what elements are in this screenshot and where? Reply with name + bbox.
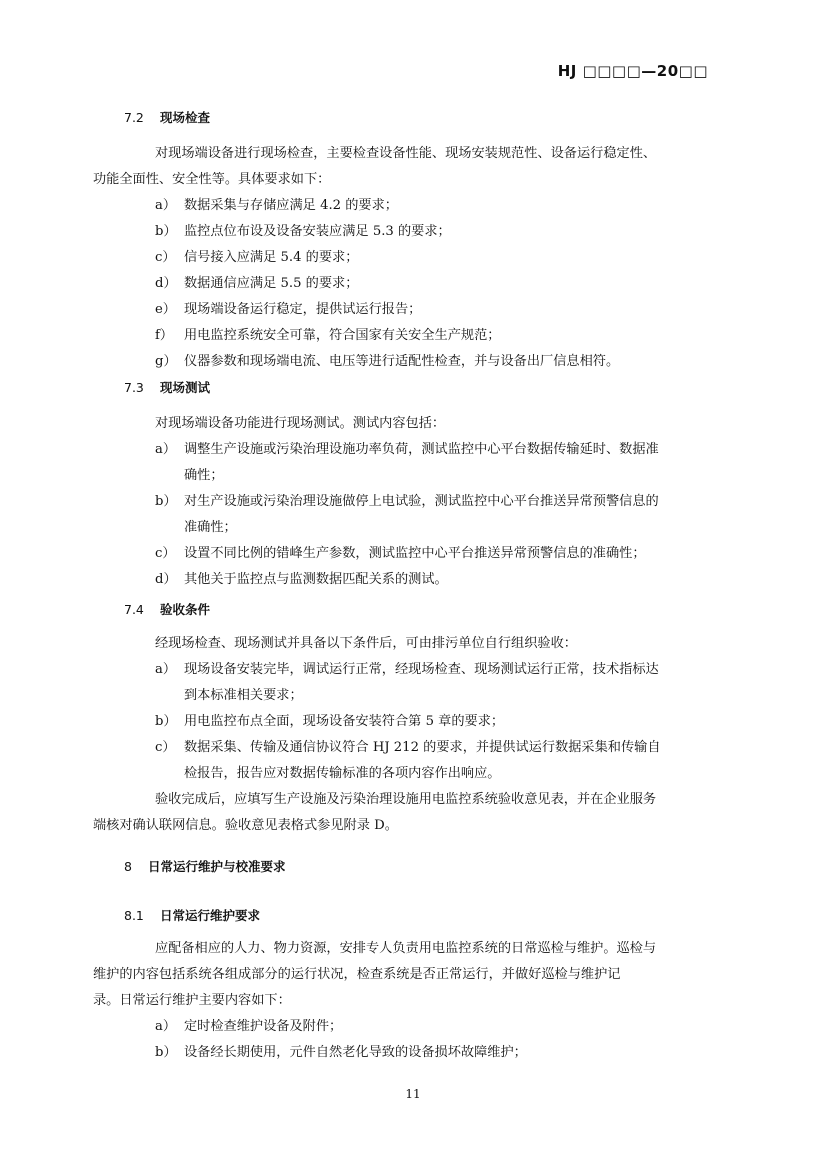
section-8-1-intro [93, 936, 704, 1014]
list-label: g） [155, 354, 177, 369]
list-label: f） [155, 328, 174, 343]
list-text: 现场端设备运行稳定，提供试运行报告； [184, 302, 422, 317]
list-item [155, 437, 704, 489]
list-item [155, 323, 704, 349]
list-item [155, 1014, 704, 1040]
list-label: b） [155, 224, 177, 239]
list-item [155, 657, 704, 709]
chapter-title: 日常运行维护与校准要求 [148, 859, 286, 874]
list-text: 现场设备安装完毕，调试运行正常，经现场检查、现场测试运行正常，技术指标达 [184, 662, 659, 677]
list-text: 监控点位布设及设备安装应满足 5.3 的要求； [184, 224, 451, 239]
section-number: 7.4 [124, 602, 144, 617]
list-item [155, 709, 704, 735]
list-text: 数据采集与存储应满足 4.2 的要求； [184, 198, 398, 213]
list-label: b） [155, 494, 177, 509]
intro-line: 对现场端设备进行现场检查，主要检查设备性能、现场安装规范性、设备运行稳定性、 [155, 146, 657, 161]
section-7-3-heading [124, 378, 210, 396]
section-title: 日常运行维护要求 [160, 908, 261, 923]
list-text-continued: 准确性； [184, 520, 237, 535]
list-text: 其他关于监控点与监测数据匹配关系的测试。 [184, 572, 448, 587]
section-7-4-heading [124, 600, 210, 618]
list-text: 对生产设施或污染治理设施做停上电试验，测试监控中心平台推送异常预警信息的 [184, 494, 659, 509]
list-text-continued: 检报告，报告应对数据传输标准的各项内容作出响应。 [184, 766, 501, 781]
list-label: a） [155, 442, 177, 457]
list-item [155, 193, 704, 219]
list-label: a） [155, 198, 177, 213]
intro-line: 应配备相应的人力、物力资源，安排专人负责用电监控系统的日常巡检与维护。巡检与 [155, 941, 657, 956]
section-7-2-intro [93, 141, 704, 193]
section-title: 验收条件 [160, 602, 211, 617]
list-text: 数据通信应满足 5.5 的要求； [184, 276, 359, 291]
intro-line: 维护的内容包括系统各组成部分的运行状况，检查系统是否正常运行，并做好巡检与维护记 [93, 967, 621, 982]
list-text: 调整生产设施或污染治理设施功率负荷，测试监控中心平台数据传输延时、数据准 [184, 442, 659, 457]
section-number: 7.2 [124, 110, 144, 125]
list-label: c） [155, 740, 176, 755]
list-text: 用电监控系统安全可靠，符合国家有关安全生产规范； [184, 328, 501, 343]
list-item [155, 349, 704, 375]
list-item [155, 735, 704, 787]
list-text: 定时检查维护设备及附件； [184, 1019, 343, 1034]
list-label: e） [155, 302, 176, 317]
list-item [155, 489, 704, 541]
list-text-continued: 确性； [184, 468, 224, 483]
list-item [155, 1040, 704, 1066]
outro-line: 验收完成后，应填写生产设施及污染治理设施用电监控系统验收意见表，并在企业服务 [155, 792, 657, 807]
section-number: 8.1 [124, 908, 144, 923]
list-label: b） [155, 714, 177, 729]
list-label: b） [155, 1045, 177, 1060]
page-number: 11 [405, 1087, 421, 1101]
list-text: 仪器参数和现场端电流、电压等进行适配性检查，并与设备出厂信息相符。 [184, 354, 620, 369]
list-label: d） [155, 276, 177, 291]
list-label: c） [155, 546, 176, 561]
list-label: a） [155, 662, 177, 677]
section-number: 7.3 [124, 380, 144, 395]
list-text: 数据采集、传输及通信协议符合 HJ 212 的要求，并提供试运行数据采集和传输自 [184, 740, 661, 755]
list-label: a） [155, 1019, 177, 1034]
list-label: c） [155, 250, 176, 265]
section-7-3-intro: 对现场端设备功能进行现场测试。测试内容包括： [155, 416, 446, 431]
list-text: 信号接入应满足 5.4 的要求； [184, 250, 359, 265]
list-item [155, 541, 704, 567]
section-title: 现场检查 [160, 110, 211, 125]
section-7-4-outro [93, 787, 704, 839]
outro-line: 端核对确认联网信息。验收意见表格式参见附录 D。 [93, 818, 398, 833]
list-text-continued: 到本标准相关要求； [184, 688, 303, 703]
intro-line: 功能全面性、安全性等。具体要求如下： [93, 172, 331, 187]
intro-line: 录。日常运行维护主要内容如下： [93, 993, 291, 1008]
section-8-1-heading [124, 906, 260, 924]
list-item [155, 245, 704, 271]
list-text: 用电监控布点全面，现场设备安装符合第 5 章的要求； [184, 714, 505, 729]
chapter-8-heading [124, 857, 286, 875]
list-text: 设置不同比例的错峰生产参数，测试监控中心平台推送异常预警信息的准确性； [184, 546, 646, 561]
list-item [155, 271, 704, 297]
section-7-2-heading [124, 108, 210, 126]
section-7-4-intro: 经现场检查、现场测试并具备以下条件后，可由排污单位自行组织验收： [155, 636, 577, 651]
chapter-number: 8 [124, 859, 132, 874]
list-item [155, 219, 704, 245]
list-item [155, 567, 704, 593]
list-label: d） [155, 572, 177, 587]
list-text: 设备经长期使用，元件自然老化导致的设备损坏故障维护； [184, 1045, 527, 1060]
section-title: 现场测试 [160, 380, 211, 395]
standard-number-header: HJ □□□□—20□□ [557, 62, 708, 80]
list-item [155, 297, 704, 323]
